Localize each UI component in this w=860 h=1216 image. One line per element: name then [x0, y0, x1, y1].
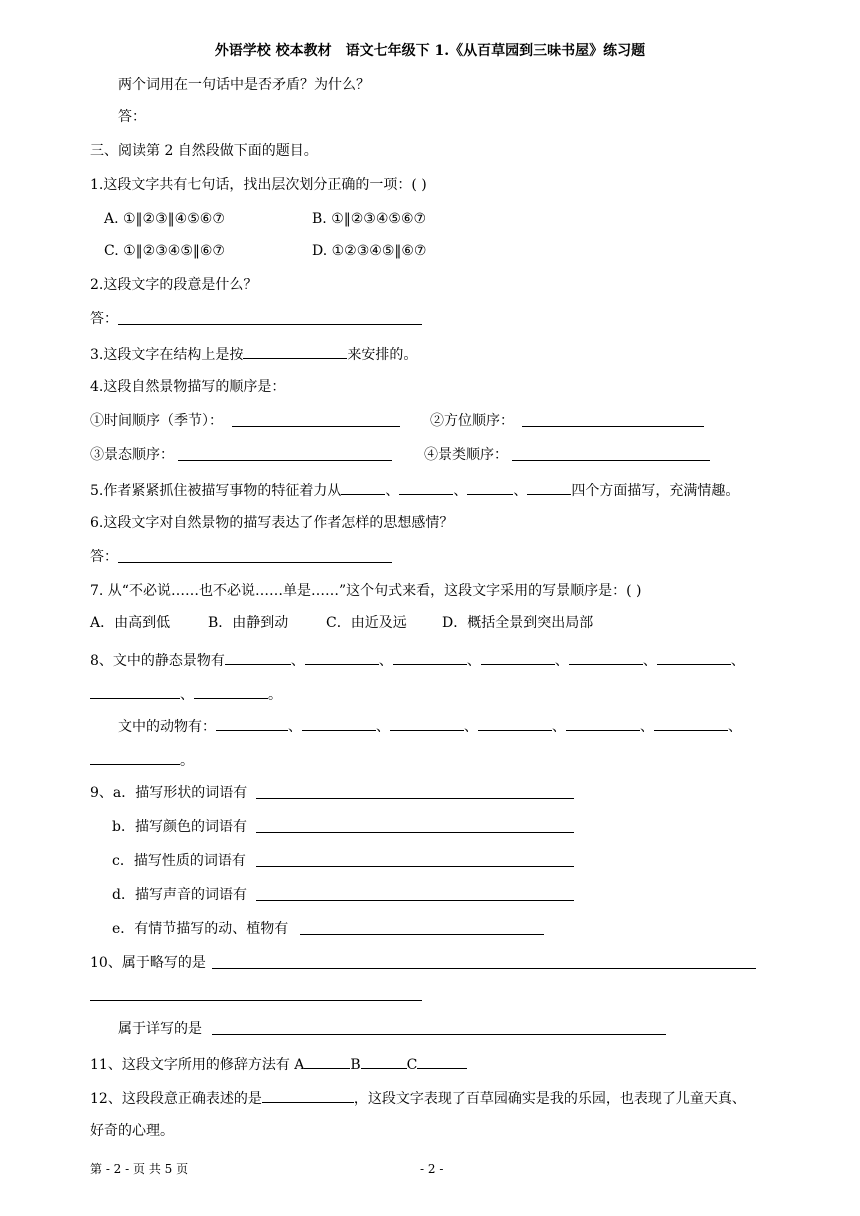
section-heading: 三、阅读第 2 自然段做下面的题目。: [90, 143, 318, 159]
question-1: 1.这段文字共有七句话，找出层次划分正确的一项：( ): [90, 177, 427, 193]
answer-blank[interactable]: [256, 832, 574, 833]
question-3-prefix: 3.这段文字在结构上是按: [90, 347, 244, 363]
separator: 、: [728, 719, 742, 735]
separator: 、: [453, 483, 468, 499]
answer-blank[interactable]: [90, 684, 180, 699]
answer-blank[interactable]: [225, 650, 291, 665]
answer-blank[interactable]: [262, 1088, 354, 1103]
answer-blank[interactable]: [212, 968, 756, 969]
question-2: 2.这段文字的段意是什么？: [90, 277, 258, 293]
question-11-prefix: 11、这段文字所用的修辞方法有 A: [90, 1057, 305, 1073]
answer-blank[interactable]: [243, 344, 347, 359]
answer-label: 答：: [90, 549, 118, 565]
separator: 、: [385, 483, 400, 499]
answer-blank[interactable]: [300, 934, 544, 935]
answer-blank[interactable]: [417, 1054, 467, 1069]
option-b: B. ①‖②③④⑤⑥⑦: [312, 211, 427, 227]
answer-blank[interactable]: [393, 650, 467, 665]
text-line: 两个词用在一句话中是否矛盾？为什么？: [118, 77, 370, 93]
question-9b: b．描写颜色的词语有: [112, 819, 247, 835]
q4-item-2: ②方位顺序：: [430, 413, 514, 429]
answer-blank[interactable]: [481, 650, 555, 665]
answer-blank[interactable]: [118, 324, 422, 325]
question-9d: d．描写声音的词语有: [112, 887, 247, 903]
separator: 、: [376, 719, 390, 735]
answer-blank[interactable]: [399, 480, 453, 495]
answer-blank[interactable]: [90, 1000, 422, 1001]
question-12-prefix: 12、这段段意正确表述的是: [90, 1091, 262, 1107]
answer-label: 答：: [118, 109, 146, 125]
answer-blank[interactable]: [302, 716, 376, 731]
answer-blank[interactable]: [654, 716, 728, 731]
answer-blank[interactable]: [304, 1054, 350, 1069]
option-b: B．由静到动: [208, 615, 289, 631]
answer-blank[interactable]: [467, 480, 513, 495]
answer-blank[interactable]: [118, 562, 392, 563]
answer-blank[interactable]: [569, 650, 643, 665]
q4-item-1: ①时间顺序（季节）：: [90, 413, 223, 429]
question-12: [90, 1088, 746, 1108]
q4-item-3: ③景态顺序：: [90, 447, 174, 463]
answer-blank[interactable]: [390, 716, 464, 731]
question-9c: c．描写性质的词语有: [112, 853, 246, 869]
answer-blank[interactable]: [657, 650, 731, 665]
question-12-suffix: ，这段文字表现了百草园确实是我的乐园，也表现了儿童天真、: [353, 1091, 746, 1107]
answer-blank[interactable]: [256, 798, 574, 799]
separator: 、: [466, 653, 481, 669]
question-6: 6.这段文字对自然景物的描写表达了作者怎样的思想感情？: [90, 515, 454, 531]
answer-blank[interactable]: [256, 900, 574, 901]
question-9e: e．有情节描写的动、植物有: [112, 921, 289, 937]
question-8-animals: [118, 716, 742, 736]
separator: 、: [554, 653, 569, 669]
answer-blank[interactable]: [194, 684, 268, 699]
separator: 、: [640, 719, 654, 735]
separator: 、: [290, 653, 305, 669]
answer-blank[interactable]: [512, 460, 710, 461]
answer-blank[interactable]: [305, 650, 379, 665]
question-3-suffix: 来安排的。: [347, 347, 418, 363]
answer-blank[interactable]: [527, 480, 571, 495]
option-d: D．概括全景到突出局部: [442, 615, 594, 631]
answer-blank[interactable]: [478, 716, 552, 731]
separator: 、: [730, 653, 745, 669]
question-7: 7. 从“不必说……也不必说……单是……”这个句式来看，这段文字采用的写景顺序是：( ): [90, 583, 642, 599]
question-12-cont: 好奇的心理。: [90, 1123, 174, 1139]
question-8-prefix: 8、文中的静态景物有: [90, 653, 225, 669]
answer-blank[interactable]: [212, 1034, 666, 1035]
question-8-animals-cont: [90, 750, 194, 770]
answer-blank[interactable]: [178, 460, 392, 461]
answer-blank[interactable]: [522, 426, 704, 427]
question-5-suffix: 四个方面描写，充满情趣。: [571, 483, 740, 499]
answer-blank[interactable]: [216, 716, 288, 731]
separator: 、: [552, 719, 566, 735]
label-b: B: [350, 1057, 361, 1073]
animals-label: 文中的动物有：: [118, 719, 216, 735]
footer-page-number: - 2 -: [420, 1162, 444, 1176]
question-10: 10、属于略写的是: [90, 955, 206, 971]
option-a: A. ①‖②③‖④⑤⑥⑦: [104, 211, 225, 227]
question-5-prefix: 5.作者紧紧抓住被描写事物的特征着力从: [90, 483, 342, 499]
question-4: 4.这段自然景物描写的顺序是：: [90, 379, 286, 395]
q4-item-4: ④景类顺序：: [424, 447, 508, 463]
option-c: C．由近及远: [326, 615, 407, 631]
answer-label: 答：: [90, 311, 118, 327]
question-9a: 9、a．描写形状的词语有: [90, 785, 248, 801]
answer-blank[interactable]: [361, 1054, 407, 1069]
page-header-title: 外语学校 校本教材 语文七年级下 1.《从百草园到三味书屋》练习题: [214, 43, 646, 59]
option-d: D. ①②③④⑤‖⑥⑦: [312, 243, 427, 259]
answer-blank[interactable]: [232, 426, 400, 427]
separator: 、: [642, 653, 657, 669]
question-11: [90, 1054, 467, 1074]
answer-blank[interactable]: [90, 750, 180, 765]
separator: 、: [513, 483, 528, 499]
period: 。: [180, 753, 194, 769]
separator: 、: [288, 719, 302, 735]
option-c: C. ①‖②③④⑤‖⑥⑦: [104, 243, 225, 259]
answer-blank[interactable]: [341, 480, 385, 495]
separator: 、: [180, 687, 194, 703]
question-5: [90, 480, 739, 500]
period: 。: [268, 687, 282, 703]
question-10-detail: 属于详写的是: [118, 1021, 202, 1037]
footer-page-of: 第 - 2 - 页 共 5 页: [90, 1162, 189, 1176]
answer-blank[interactable]: [256, 866, 574, 867]
separator: 、: [464, 719, 478, 735]
question-8: [90, 650, 745, 670]
separator: 、: [378, 653, 393, 669]
question-3: [90, 344, 417, 364]
label-c: C: [406, 1057, 418, 1073]
question-8-cont: [90, 684, 282, 704]
option-a: A．由高到低: [90, 615, 171, 631]
answer-blank[interactable]: [566, 716, 640, 731]
